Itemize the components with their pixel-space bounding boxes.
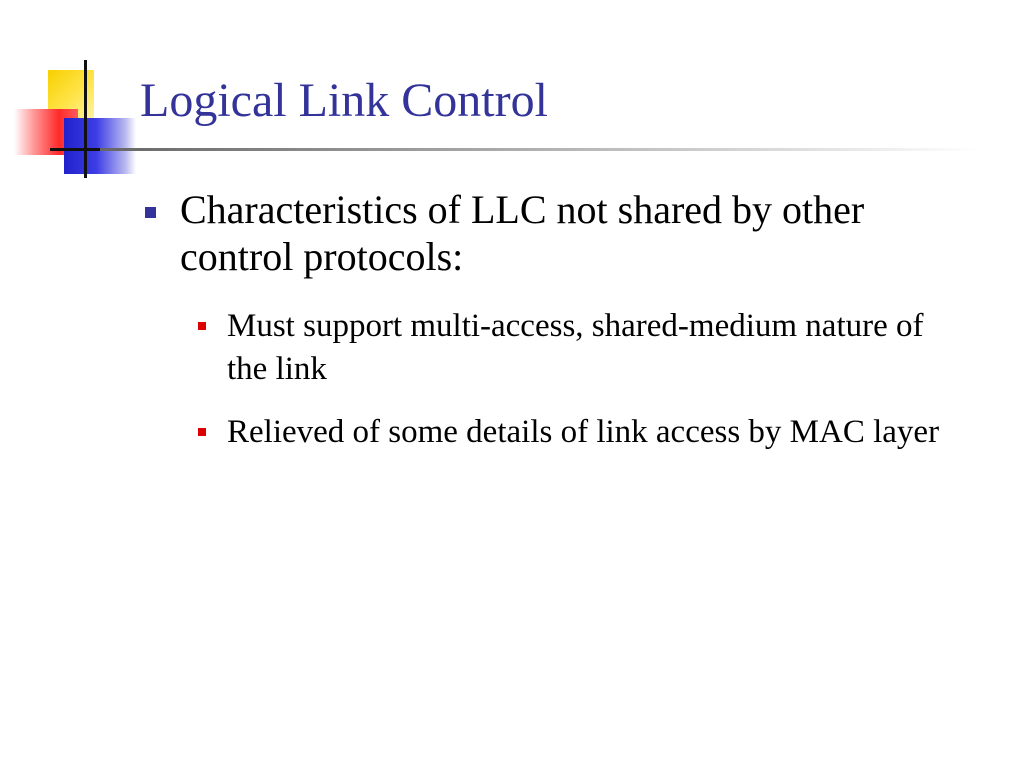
square-bullet-icon [198,428,206,436]
decorative-logo [0,0,150,190]
square-bullet-icon [145,207,156,218]
title-underline [100,148,980,151]
blue-square-decoration [64,118,136,174]
sub-bullet-text: Relieved of some details of link access by MAC layer [227,414,940,450]
slide-title: Logical Link Control [140,74,548,127]
square-bullet-icon [198,322,206,330]
vertical-line-decoration [84,60,87,178]
bullet-level1-text: Characteristics of LLC not shared by other control protocols: [180,187,865,279]
sub-bullet-text: Must support multi-access, shared-medium nature of the link [227,308,924,387]
